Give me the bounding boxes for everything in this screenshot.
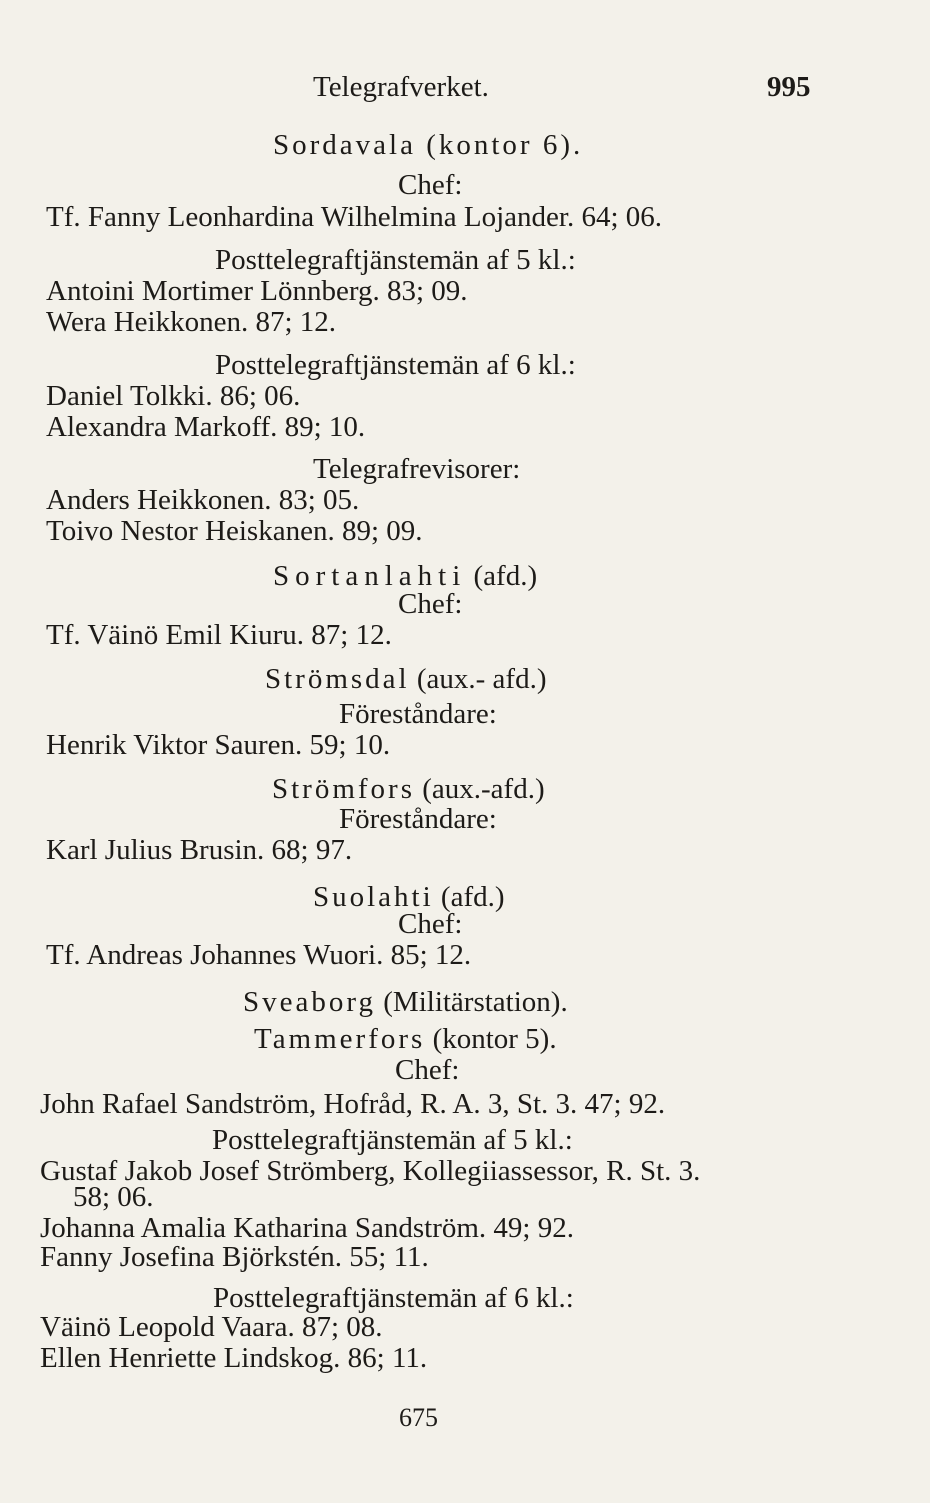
- entry-line: Tf. Väinö Emil Kiuru. 87; 12.: [46, 619, 392, 651]
- running-title: Telegrafverket.: [313, 71, 489, 103]
- entry-line: Gustaf Jakob Josef Strömberg, Kollegiiassessor, R. St. 3.: [40, 1155, 701, 1187]
- section-name: Sveaborg: [243, 986, 377, 1018]
- section-name: Sortanlahti: [273, 560, 467, 592]
- section-name: Tammerfors: [254, 1023, 426, 1055]
- entry-line: Fanny Josefina Björkstén. 55; 11.: [40, 1241, 429, 1273]
- entry-line: Wera Heikkonen. 87; 12.: [46, 306, 336, 338]
- entry-line: Alexandra Markoff. 89; 10.: [46, 411, 366, 443]
- group-heading: Chef:: [398, 908, 463, 940]
- entry-line: Ellen Henriette Lindskog. 86; 11.: [40, 1342, 428, 1374]
- section-name: Strömfors: [272, 773, 415, 805]
- section-name: Strömsdal: [265, 663, 410, 695]
- group-heading: Posttelegraftjänstemän af 6 kl.:: [215, 349, 576, 381]
- entry-line-continuation: 58; 06.: [73, 1181, 154, 1213]
- entry-line: Toivo Nestor Heiskanen. 89; 09.: [46, 515, 423, 547]
- section-qualifier: (afd.): [440, 881, 505, 913]
- section-name: Suolahti: [313, 881, 434, 913]
- section-qualifier: (Militärstation).: [383, 986, 568, 1018]
- entry-line: John Rafael Sandström, Hofråd, R. A. 3, St. 3. 47; 92.: [40, 1088, 666, 1120]
- group-heading: Chef:: [398, 588, 463, 620]
- section-title-sordavala: Sordavala (kontor 6).: [273, 129, 584, 161]
- section-title-tammerfors: [254, 1022, 557, 1056]
- entry-line: Henrik Viktor Sauren. 59; 10.: [46, 729, 391, 761]
- section-title-stromfors: [272, 772, 545, 806]
- entry-line: Johanna Amalia Katharina Sandström. 49; 92.: [40, 1212, 574, 1244]
- group-heading: Telegrafrevisorer:: [313, 453, 521, 485]
- entry-line: Antoini Mortimer Lönnberg. 83; 09.: [46, 275, 468, 307]
- section-qualifier: (kontor 5).: [432, 1023, 557, 1055]
- section-title-stromsdal: [265, 662, 547, 696]
- group-heading: Chef:: [398, 169, 463, 201]
- section-qualifier: (aux.- afd.): [416, 663, 547, 695]
- group-heading: Posttelegraftjänstemän af 6 kl.:: [213, 1282, 574, 1314]
- entry-line: Väinö Leopold Vaara. 87; 08.: [40, 1311, 383, 1343]
- section-title-sveaborg: [243, 985, 568, 1019]
- group-heading: Föreståndare:: [339, 698, 497, 730]
- group-heading: Chef:: [395, 1054, 460, 1086]
- entry-line: Karl Julius Brusin. 68; 97.: [46, 834, 353, 866]
- group-heading: Föreståndare:: [339, 803, 497, 835]
- group-heading: Posttelegraftjänstemän af 5 kl.:: [215, 244, 576, 276]
- page-number: 995: [767, 71, 811, 103]
- entry-line: Tf. Andreas Johannes Wuori. 85; 12.: [46, 939, 472, 971]
- entry-line: Anders Heikkonen. 83; 05.: [46, 484, 360, 516]
- entry-line: Tf. Fanny Leonhardina Wilhelmina Lojander. 64; 06.: [46, 201, 663, 233]
- entry-line: Daniel Tolkki. 86; 06.: [46, 380, 301, 412]
- signature-number: 675: [399, 1403, 438, 1432]
- group-heading: Posttelegraftjänstemän af 5 kl.:: [212, 1124, 573, 1156]
- section-qualifier: (afd.): [473, 560, 538, 592]
- section-qualifier: (aux.-afd.): [422, 773, 545, 805]
